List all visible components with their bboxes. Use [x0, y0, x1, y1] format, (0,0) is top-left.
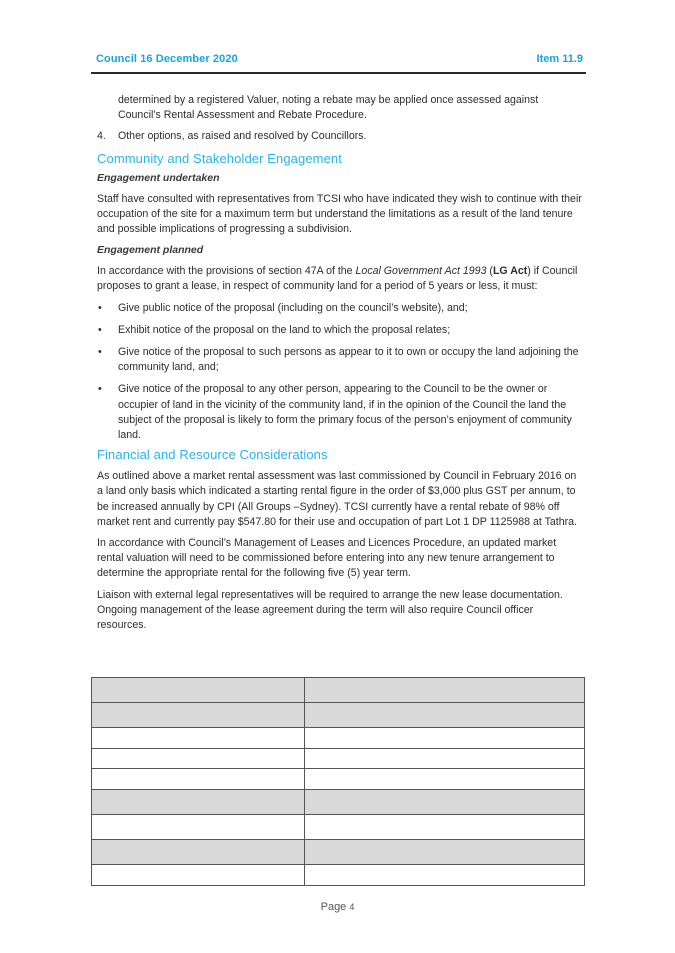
continued-list-item: determined by a registered Valuer, noting a rebate may be applied once assessed against Council’s Rental Assessment and Rebate Procedure.: [118, 94, 539, 122]
table-cell: [305, 815, 585, 840]
table-cell: [305, 678, 585, 703]
table-cell: [305, 728, 585, 749]
bullet-text: Give notice of the proposal to any other person, appearing to the Council to be the owner or occupier of land in the vicinity of the community land, if in the opinion of the Council the land the subject of the proposal is likely to form the primary focus of the person’s enjoyment of community land.: [118, 383, 572, 442]
table-row: [92, 815, 585, 840]
page-label: Page: [320, 901, 347, 913]
act-abbreviation: LG Act: [492, 265, 528, 278]
numbered-item-4: [97, 129, 584, 144]
page-number: 4: [349, 902, 355, 912]
table-cell: [92, 703, 305, 728]
paragraph-rental-assessment: As outlined above a market rental assessment was last commissioned by Council in February 2016 on a land only basis which indicated a starting rental figure in the order of $3,000 plus GST per annum, to be increased annually by CPI (All Groups –Sydney). TCSI currently have a rental rebate of 98% off market rent and currently pay $547.80 for their use and occupation of part Lot 1 DP 1125988 at Tathra.: [97, 470, 577, 528]
page-footer: [0, 901, 675, 913]
item-number: Item 11.9: [536, 53, 583, 65]
bullet-text: Exhibit notice of the proposal on the land to which the proposal relates;: [118, 323, 451, 336]
table-row: [92, 749, 585, 769]
item-number: 4.: [97, 130, 106, 143]
table-row: [92, 790, 585, 815]
act-title: Local Government Act 1993: [355, 265, 487, 278]
bullet-item: [97, 345, 584, 375]
subheading-engagement-undertaken: Engagement undertaken: [97, 171, 220, 184]
paragraph-legal-liaison: Liaison with external legal representatives will be required to arrange the new lease documentation. Ongoing management of the lease agreement during the term will also require Council officer resources.: [97, 588, 563, 632]
document-body: [97, 93, 584, 639]
section-heading-engagement: Community and Stakeholder Engagement: [97, 150, 342, 166]
table-cell: [92, 840, 305, 865]
table-cell: [92, 728, 305, 749]
bullet-item: [97, 301, 584, 316]
bullet-item: [97, 382, 584, 443]
table-cell: [305, 703, 585, 728]
table-cell: [92, 815, 305, 840]
subheading-engagement-planned: Engagement planned: [97, 244, 204, 257]
empty-table: [91, 677, 585, 886]
section-heading-financial: Financial and Resource Considerations: [97, 447, 328, 463]
bullet-text: Give notice of the proposal to such persons as appear to it to own or occupy the land adjoining the community land, and;: [118, 346, 579, 374]
page-header: [96, 53, 583, 69]
table-cell: [305, 769, 585, 790]
table-row: [92, 840, 585, 865]
table-cell: [305, 840, 585, 865]
bullet-icon: •: [98, 383, 102, 396]
table-cell: [305, 865, 585, 886]
table-row: [92, 865, 585, 886]
header-divider: [91, 72, 586, 74]
bullet-icon: •: [98, 301, 102, 314]
table-cell: [92, 749, 305, 769]
bullet-item: [97, 323, 584, 338]
text-run: In accordance with the provisions of section 47A of the: [97, 265, 356, 278]
table-cell: [92, 678, 305, 703]
table-cell: [92, 790, 305, 815]
table-row: [92, 703, 585, 728]
paragraph-leases-procedure: In accordance with Council’s Management of Leases and Licences Procedure, an updated market rental valuation will need to be commissioned before entering into any new tenure arrangement to determine the appropriate rental for the following five (5) year term.: [97, 537, 557, 580]
table-row: [92, 728, 585, 749]
paragraph-engagement-undertaken: Staff have consulted with representatives from TCSI who have indicated they wish to continue with their occupation of the site for a maximum term but understand the limitations as a result of the land tenure and possible implications of progressing a subdivision.: [97, 192, 582, 236]
table-cell: [92, 769, 305, 790]
bullet-icon: •: [98, 323, 102, 336]
text-run: ) if Council proposes to grant a lease, in respect of community land for a period of 5 years or less, it must:: [97, 265, 578, 293]
paragraph-engagement-planned: [97, 264, 584, 294]
table-cell: [305, 790, 585, 815]
bullet-icon: •: [98, 346, 102, 359]
bullet-text: Give public notice of the proposal (including on the council’s website), and;: [118, 301, 468, 314]
text-run: (: [486, 265, 493, 278]
table-cell: [92, 865, 305, 886]
table-cell: [305, 749, 585, 769]
table-row: [92, 769, 585, 790]
item-text: Other options, as raised and resolved by Councillors.: [118, 130, 367, 143]
meeting-date: Council 16 December 2020: [96, 53, 238, 65]
table-row: [92, 678, 585, 703]
